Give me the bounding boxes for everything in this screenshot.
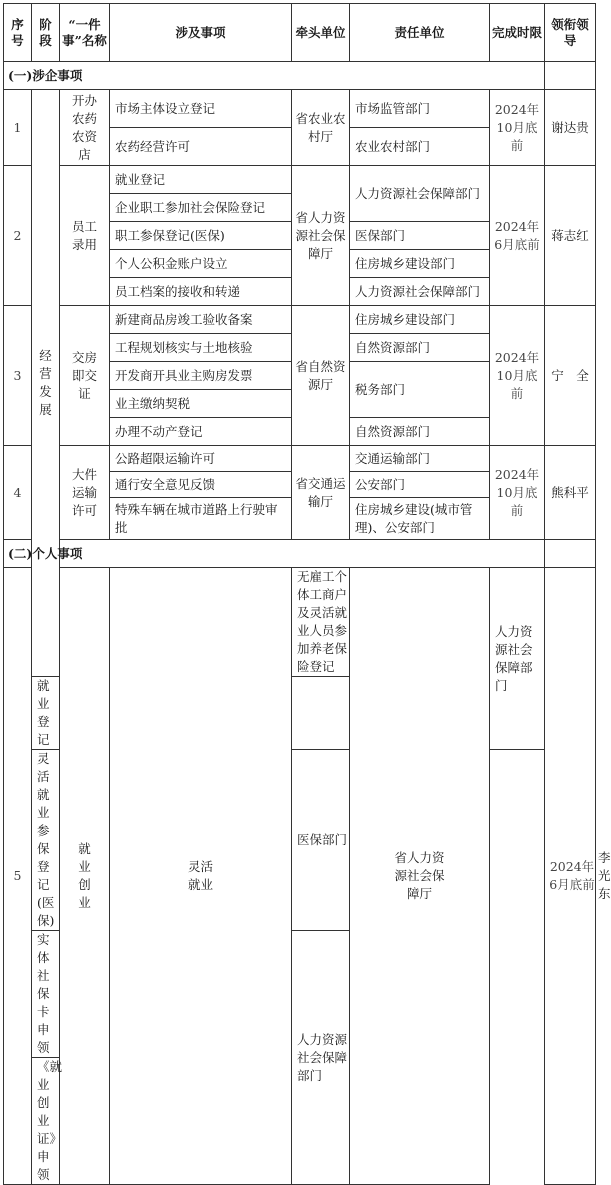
item-cell: 灵活就业参保登记(医保)	[32, 750, 60, 931]
item-cell: 业主缴纳契税	[110, 390, 292, 418]
section-row	[4, 62, 596, 90]
item-cell: 新建商品房竣工验收备案	[110, 306, 292, 334]
stage-label: 就业创业	[78, 841, 91, 910]
resp-cell: 医保部门	[292, 750, 350, 931]
resp-cell: 人力资源社会保障部门	[350, 278, 490, 306]
thing-name: 灵活就业	[110, 568, 292, 1185]
leader-cell: 熊科平	[545, 446, 596, 540]
leader-cell: 蒋志红	[545, 166, 596, 306]
item-cell: 无雇工个体工商户及灵活就业人员参加养老保险登记	[292, 568, 350, 677]
item-cell: 通行安全意见反馈	[110, 472, 292, 498]
item-cell: 实体社保卡申领	[32, 931, 60, 1058]
lead-unit: 省交通运输厅	[292, 446, 350, 540]
item-cell: 个人公积金账户设立	[110, 250, 292, 278]
resp-cell: 医保部门	[350, 222, 490, 250]
item-cell: 开发商开具业主购房发票	[110, 362, 292, 390]
resp-cell: 住房城乡建设(城市管理)、公安部门	[350, 498, 490, 540]
row-seq: 5	[4, 568, 32, 1185]
header-row	[4, 4, 596, 62]
lead-unit: 省人力资源社会保障厅	[350, 568, 490, 1185]
item-cell: 职工参保登记(医保)	[110, 222, 292, 250]
table-row	[4, 446, 596, 472]
resp-cell: 市场监管部门	[350, 90, 490, 128]
item-cell: 企业职工参加社会保险登记	[110, 194, 292, 222]
header-leader: 领衔领导	[545, 4, 596, 62]
header-stage: 阶段	[32, 4, 60, 62]
resp-cell: 自然资源部门	[350, 418, 490, 446]
deadline-cell: 2024年6月底前	[545, 568, 596, 1185]
deadline-cell: 2024年10月底前	[490, 90, 545, 166]
item-cell: 特殊车辆在城市道路上行驶审批	[110, 498, 292, 540]
deadline-cell: 2024年10月底前	[490, 446, 545, 540]
resp-cell: 住房城乡建设部门	[350, 250, 490, 278]
table-row	[4, 306, 596, 334]
thing-name: 交房即交证	[60, 306, 110, 446]
item-cell: 办理不动产登记	[110, 418, 292, 446]
section-title: (二)个人事项	[4, 540, 545, 568]
tasks-table	[3, 3, 611, 1185]
item-cell: 就业登记	[32, 677, 60, 750]
item-cell: 员工档案的接收和转递	[110, 278, 292, 306]
header-seq: 序号	[4, 4, 32, 62]
item-cell: 市场主体设立登记	[110, 90, 292, 128]
item-cell: 公路超限运输许可	[110, 446, 292, 472]
stage-cell	[60, 568, 110, 1185]
table-row	[4, 90, 596, 128]
table-row: 5 就业创业 灵活就业 无雇工个体工商户及灵活就业人员参加养老保险登记 省人力资源社会保障厅 人力资源社会保障部门 2024年6月底前 李光东	[4, 568, 596, 677]
row-seq: 3	[4, 306, 32, 446]
resp-cell: 人力资源社会保障部门	[292, 931, 350, 1185]
resp-cell: 税务部门	[350, 362, 490, 418]
item-cell: 工程规划核实与土地核验	[110, 334, 292, 362]
resp-cell: 公安部门	[350, 472, 490, 498]
resp-cell: 人力资源社会保障部门	[350, 166, 490, 222]
item-cell: 就业登记	[110, 166, 292, 194]
section-title: (一)涉企事项	[4, 62, 545, 90]
section-empty-cell	[545, 540, 596, 568]
table-row	[4, 166, 596, 194]
header-items: 涉及事项	[110, 4, 292, 62]
lead-unit: 省人力资源社会保障厅	[292, 166, 350, 306]
row-seq: 1	[4, 90, 32, 166]
deadline-cell: 2024年10月底前	[490, 306, 545, 446]
stage-label: 经营发展	[39, 348, 52, 417]
thing-name: 大件运输许可	[60, 446, 110, 540]
header-resp: 责任单位	[350, 4, 490, 62]
row-seq: 2	[4, 166, 32, 306]
resp-cell: 农业农村部门	[350, 128, 490, 166]
section-row	[4, 540, 596, 568]
resp-cell: 自然资源部门	[350, 334, 490, 362]
header-deadline: 完成时限	[490, 4, 545, 62]
header-thing: “一件事”名称	[60, 4, 110, 62]
section-empty-cell	[545, 62, 596, 90]
lead-unit: 省农业农村厅	[292, 90, 350, 166]
header-lead: 牵头单位	[292, 4, 350, 62]
lead-unit: 省自然资源厅	[292, 306, 350, 446]
stage-cell	[32, 90, 60, 677]
resp-cell: 住房城乡建设部门	[350, 306, 490, 334]
leader-cell: 谢达贵	[545, 90, 596, 166]
deadline-cell: 2024年6月底前	[490, 166, 545, 306]
resp-cell: 交通运输部门	[350, 446, 490, 472]
item-cell: 农药经营许可	[110, 128, 292, 166]
row-seq: 4	[4, 446, 32, 540]
thing-name: 开办农药农资店	[60, 90, 110, 166]
resp-cell: 人力资源社会保障部门	[490, 568, 545, 750]
leader-cell: 宁 全	[545, 306, 596, 446]
item-cell: 《就业创业证》申领	[32, 1058, 60, 1185]
thing-name: 员工录用	[60, 166, 110, 306]
